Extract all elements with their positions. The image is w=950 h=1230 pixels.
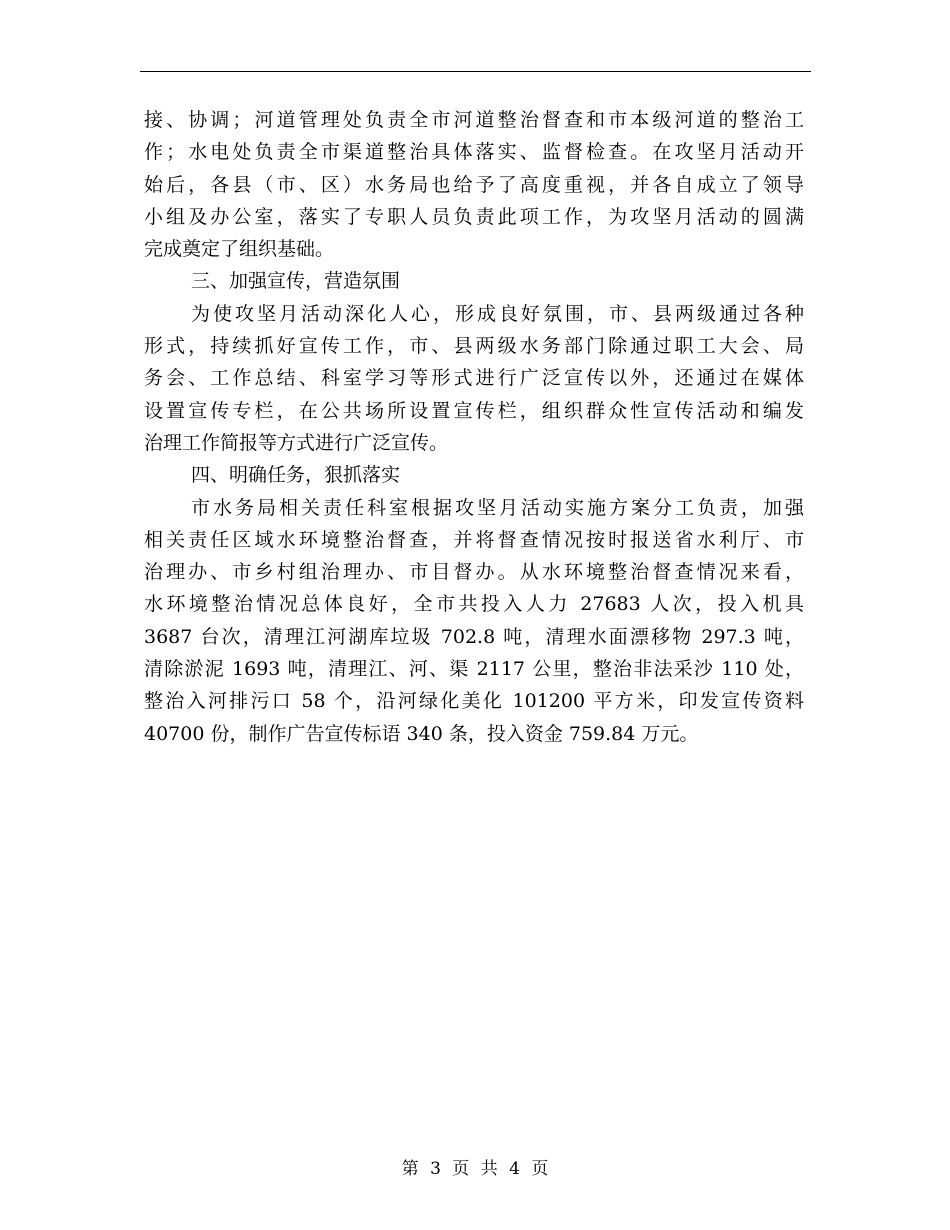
section-heading: 四、明确任务，狠抓落实	[191, 464, 401, 487]
paragraph-line: 始后，各县（市、区）水务局也给予了高度重视，并各自成立了领导	[144, 173, 804, 196]
paragraph-line: 整治入河排污口 58 个，沿河绿化美化 101200 平方米，印发宣传资料	[144, 690, 804, 713]
paragraph-line: 市水务局相关责任科室根据攻坚月活动实施方案分工负责，加强	[191, 496, 804, 519]
document-body	[144, 104, 804, 750]
paragraph-line: 小组及办公室，落实了专职人员负责此项工作，为攻坚月活动的圆满	[144, 205, 804, 228]
paragraph-line: 40700 份，制作广告宣传标语 340 条，投入资金 759.84 万元。	[144, 722, 699, 745]
paragraph-line: 作；水电处负责全市渠道整治具体落实、监督检查。在攻坚月活动开	[144, 141, 804, 164]
paragraph-line: 相关责任区域水环境整治督查，并将督查情况按时报送省水利厅、市	[144, 528, 804, 551]
paragraph-line: 3687 台次，清理江河湖库垃圾 702.8 吨，清理水面漂移物 297.3 吨，	[144, 625, 804, 648]
paragraph-line: 完成奠定了组织基础。	[144, 238, 335, 261]
section-heading: 三、加强宣传，营造氛围	[191, 270, 401, 293]
header-rule	[140, 71, 811, 72]
paragraph-line: 治理办、市乡村组治理办、市目督办。从水环境整治督查情况来看，	[144, 561, 804, 584]
paragraph-line: 水环境整治情况总体良好，全市共投入人力 27683 人次，投入机具	[144, 593, 804, 616]
paragraph-line: 务会、工作总结、科室学习等形式进行广泛宣传以外，还通过在媒体	[144, 367, 804, 390]
paragraph-line: 清除淤泥 1693 吨，清理江、河、渠 2117 公里，整治非法采沙 110 处，	[144, 658, 804, 681]
paragraph-line: 治理工作简报等方式进行广泛宣传。	[144, 431, 449, 454]
paragraph-line: 形式，持续抓好宣传工作，市、县两级水务部门除通过职工大会、局	[144, 335, 804, 358]
paragraph-line: 接、协调；河道管理处负责全市河道整治督查和市本级河道的整治工	[144, 109, 804, 131]
paragraph-line: 为使攻坚月活动深化人心，形成良好氛围，市、县两级通过各种	[191, 302, 804, 325]
paragraph-line: 设置宣传专栏，在公共场所设置宣传栏，组织群众性宣传活动和编发	[144, 399, 804, 422]
page-footer: 第 3 页 共 4 页	[401, 1159, 549, 1179]
